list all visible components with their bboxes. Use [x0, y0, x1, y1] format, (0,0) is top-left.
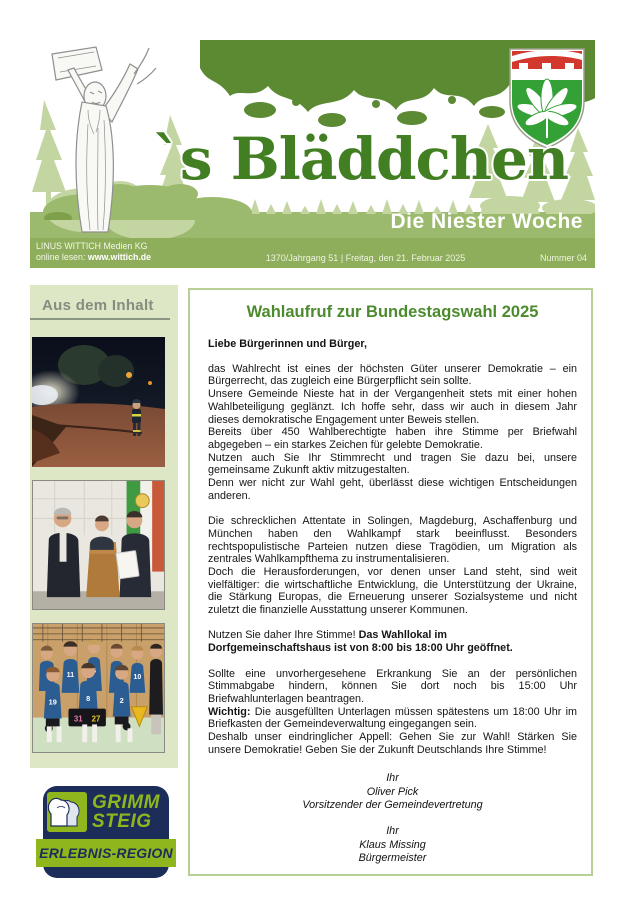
- signature-block: Ihr Oliver Pick Vorsitzender der Gemeindevertretung: [302, 772, 483, 812]
- svg-text:27: 27: [91, 714, 101, 724]
- svg-text:19: 19: [48, 697, 57, 707]
- photo-award-ceremony: [32, 480, 165, 610]
- publisher-name: LINUS WITTICH Medien KG: [36, 241, 148, 251]
- publisher-url[interactable]: www.wittich.de: [87, 252, 152, 262]
- photo-volleyball-team: [32, 623, 165, 753]
- grimmsteig-region-logo: [36, 786, 176, 878]
- signature-block: Ihr Klaus Missing Bürgermeister: [358, 825, 427, 864]
- article-paragraph: Sollte eine unvorhergesehene Erkrankung Sie an der persönlichen Stimmabgabe hindern, können Sie dort noch bis 15:00 Uhr Briefwahlunterlagen beantragen.: [208, 667, 577, 705]
- read-online-line: online lesen: www.wittich.de: [36, 252, 152, 262]
- firefighter-figure: [132, 399, 141, 436]
- masthead-subtitle: Die Niester Woche: [390, 210, 583, 233]
- scoreboard: [68, 709, 105, 727]
- article-salutation: Liebe Bürgerinnen und Bürger,: [208, 338, 367, 350]
- article-paragraph: Doch die Herausforderungen, vor denen unser Land steht, sind weit vielfältiger: die wirtschaftliche Entwicklung, die Unterstützung der Ukraine, die Stärkung Europas, die Erneuerung unserer Sozialsysteme und nicht zuletzt die finanzielle Ausstattung unserer Kommunen.: [208, 565, 577, 617]
- issue-number: Nummer 04: [539, 253, 587, 263]
- svg-text:31: 31: [73, 714, 83, 724]
- logo-word-grimm: GRIMM: [92, 791, 160, 813]
- article-paragraph: Unsere Gemeinde Nieste hat in der Vergangenheit stets mit einer hohen Wahlbeteiligung geglänzt. Ich hoffe sehr, dass wir auch in diesem Jahr dieses demokratische Engagement unter Beweis stellen.: [208, 388, 577, 426]
- article-paragraph: Nutzen Sie daher Ihre Stimme! Das Wahllokal im Dorfgemeinschaftshaus ist von 8:00 bis 18:00 Uhr geöffnet.: [208, 629, 513, 655]
- article-body: [208, 363, 577, 757]
- article-paragraph: Deshalb unser eindringlicher Appell: Gehen Sie zur Wahl! Stärken Sie unsere Demokratie! Geben Sie der Zukunft Deutschlands Ihre Stimme!: [208, 731, 577, 756]
- brothers-grimm-emblem: [47, 792, 87, 832]
- logo-word-steig: STEIG: [92, 811, 152, 832]
- article-paragraph: Bereits über 450 Wahlberechtigte haben ihre Stimme per Briefwahl abgegeben – ein starkes Zeichen für gelebte Demokratie.: [208, 426, 577, 451]
- svg-text:8: 8: [86, 693, 91, 703]
- logo-banner-text: ERLEBNIS-REGION: [39, 845, 173, 861]
- sidebar-heading: Aus dem Inhalt: [30, 285, 170, 320]
- sidebar-contents-panel: [30, 285, 178, 768]
- svg-text:10: 10: [133, 674, 142, 682]
- grimm-brothers-busts-icon: [47, 792, 87, 832]
- article-paragraph: Die schrecklichen Attentate in Solingen, Magdeburg, Aschaffenburg und München haben den Wahlkampf stark beeinflusst. Besonders rechtspopulistische Parteien nutzen diese Tragödien, um Migration als zentrales Wahlkampfthema zu instrumentalisieren.: [208, 515, 577, 566]
- logo-wordmark: [92, 793, 160, 832]
- svg-text:11: 11: [66, 672, 75, 680]
- article-paragraph: das Wahlrecht ist eines der höchsten Güter unserer Demokratie – ein Bürgerrecht, das zugleich eine Bürgerpflicht sein sollte.: [208, 362, 577, 388]
- publisher-block: [36, 241, 214, 265]
- article-heading: Wahlaufruf zur Bundestagswahl 2025: [246, 303, 539, 321]
- logo-top-row: [43, 786, 169, 838]
- logo-banner: [36, 839, 176, 867]
- svg-text:2: 2: [119, 695, 124, 705]
- issue-info: 1370/Jahrgang 51 | Freitag, den 21. Februar 2025: [265, 253, 466, 263]
- signatures: [208, 772, 577, 865]
- masthead-info-strip: [30, 238, 595, 268]
- masthead: [30, 40, 595, 268]
- article-paragraph: Nutzen auch Sie Ihr Stimmrecht und tragen Sie dazu bei, unsere gemeinsame Zukunft aktiv mitzugestalten.: [208, 451, 577, 477]
- photo-firefighter-night-scene: [32, 337, 165, 467]
- article-paragraph: Wichtig: Die ausgefüllten Unterlagen müssen spätestens um 18:00 Uhr im Briefkasten der Gemeindeverwaltung eingegangen sein.: [208, 705, 577, 731]
- article-paragraph: Denn wer nicht zur Wahl geht, überlässt diese wichtigen Entscheidungen anderen.: [208, 477, 577, 502]
- masthead-title: `s Bläddchen: [151, 125, 569, 193]
- article-box: [188, 288, 593, 876]
